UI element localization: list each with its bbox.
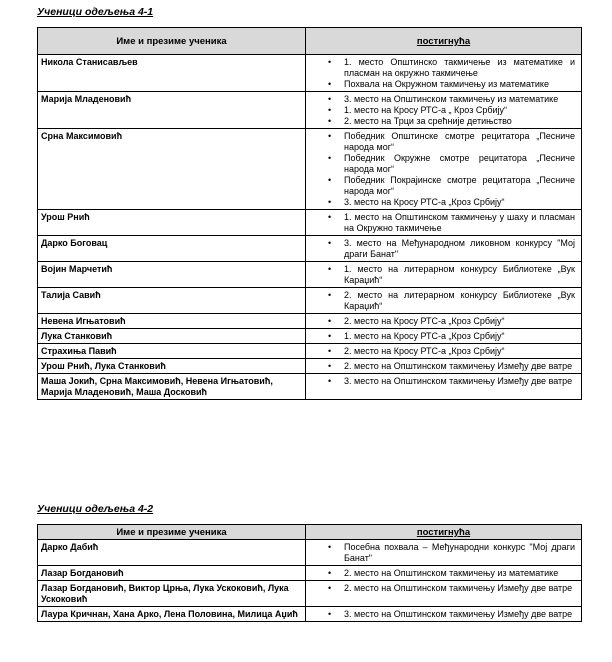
achievement-item: • 1. место на Општинском такмичењу у шаху и пласман на Окружно такмичење xyxy=(344,212,575,234)
achievement-item: • Победник Покрајинске смотре рецитатора „Песниче народа мог“ xyxy=(344,175,575,197)
student-name-cell: Лазар Богдановић xyxy=(38,566,306,581)
student-name-cell: Никола Станисављев xyxy=(38,55,306,92)
achievement-list xyxy=(306,94,575,127)
achievement-item: • 3. место на Кросу РТС-а „Кроз Србију“ xyxy=(344,197,575,208)
student-name-cell: Војин Марчетић xyxy=(38,262,306,288)
achievement-item: • 1. место на Кросу РТС-а „ Кроз Србију“ xyxy=(344,105,575,116)
student-name-cell: Урош Рнић xyxy=(38,210,306,236)
achievement-item: • 2. место на Трци за срећније детињство xyxy=(344,116,575,127)
achievement-list xyxy=(306,238,575,260)
achievement-list xyxy=(306,361,575,372)
achievement-item: • 1. место на литерарном конкурсу Библиотеке „Вук Караџић“ xyxy=(344,264,575,286)
achievements-cell xyxy=(306,262,582,288)
table-row xyxy=(38,92,582,129)
section-title-4-1: Ученици одељења 4-1 xyxy=(37,6,154,18)
table-row xyxy=(38,262,582,288)
achievement-list xyxy=(306,264,575,286)
achievements-table-4-2 xyxy=(37,524,582,622)
achievement-item: • Победник Општинске смотре рецитатора „Песниче народа мог“ xyxy=(344,131,575,153)
achievement-list xyxy=(306,568,575,579)
achievement-item: • 2. место на литерарном конкурсу Библиотеке „Вук Караџић“ xyxy=(344,290,575,312)
achievement-item: • 2. место на Општинском такмичењу из математике xyxy=(344,568,575,579)
achievements-cell xyxy=(306,129,582,210)
achievement-list xyxy=(306,609,575,620)
achievement-item: • 2. место на Општинском такмичењу Између две ватре xyxy=(344,361,575,372)
achievements-cell xyxy=(306,92,582,129)
table-header-row xyxy=(38,525,582,540)
achievement-item: • 3. место на Општинском такмичењу Између две ватре xyxy=(344,609,575,620)
achievement-item: • 3. место на Општинском такмичењу Између две ватре xyxy=(344,376,575,387)
achievement-list xyxy=(306,212,575,234)
achievement-item: • 2. место на Кросу РТС-а „Кроз Србију“ xyxy=(344,316,575,327)
table-row xyxy=(38,359,582,374)
achievements-cell xyxy=(306,288,582,314)
achievement-list xyxy=(306,57,575,90)
achievements-cell xyxy=(306,55,582,92)
student-name-cell: Лазар Богдановић, Виктор Црња, Лука Ускоковић, Лука Ускоковић xyxy=(38,581,306,607)
student-name-cell: Срна Максимовић xyxy=(38,129,306,210)
achievements-cell xyxy=(306,329,582,344)
achievement-item: • 3. место на Међународном ликовном конкурсу "Мој драги Банат" xyxy=(344,238,575,260)
student-name-cell: Маша Јокић, Срна Максимовић, Невена Игњатовић, Марија Младеновић, Маша Досковић xyxy=(38,374,306,400)
achievement-list xyxy=(306,376,575,387)
student-name-cell: Урош Рнић, Лука Станковић xyxy=(38,359,306,374)
student-name-cell: Страхиња Павић xyxy=(38,344,306,359)
section-title-4-2: Ученици одељења 4-2 xyxy=(37,503,154,515)
achievements-cell xyxy=(306,566,582,581)
table-row xyxy=(38,55,582,92)
achievements-cell xyxy=(306,236,582,262)
table-row xyxy=(38,566,582,581)
achievement-item: • Посебна похвала – Међународни конкурс "Мој драги Банат" xyxy=(344,542,575,564)
achievement-list xyxy=(306,131,575,208)
table-header-row xyxy=(38,28,582,55)
achievement-item: • 1. место на Кросу РТС-а „Кроз Србију“ xyxy=(344,331,575,342)
table-row xyxy=(38,210,582,236)
achievements-cell xyxy=(306,540,582,566)
table-row xyxy=(38,607,582,622)
achievement-item: • 2. место на Општинском такмичењу Између две ватре xyxy=(344,583,575,594)
table-row xyxy=(38,581,582,607)
achievement-list xyxy=(306,542,575,564)
achievements-cell xyxy=(306,210,582,236)
student-name-cell: Лука Станковић xyxy=(38,329,306,344)
achievements-cell xyxy=(306,607,582,622)
student-name-cell: Марија Младеновић xyxy=(38,92,306,129)
table-row xyxy=(38,314,582,329)
student-name-cell: Невена Игњатовић xyxy=(38,314,306,329)
table-row xyxy=(38,288,582,314)
achievements-cell xyxy=(306,581,582,607)
achievement-list xyxy=(306,331,575,342)
achievement-list xyxy=(306,290,575,312)
achievement-item: • Похвала на Окружном такмичењу из математике xyxy=(344,79,575,90)
table-row xyxy=(38,540,582,566)
achievement-list xyxy=(306,583,575,594)
table-row xyxy=(38,236,582,262)
table-row xyxy=(38,329,582,344)
column-header-achievements: постигнућа xyxy=(306,525,582,540)
student-name-cell: Лаура Кричнан, Хана Арко, Лена Половина, Милица Аџић xyxy=(38,607,306,622)
table-row xyxy=(38,344,582,359)
achievements-cell xyxy=(306,359,582,374)
achievements-cell xyxy=(306,374,582,400)
achievement-item: • 3. место на Општинском такмичењу из математике xyxy=(344,94,575,105)
student-name-cell: Дарко Боговац xyxy=(38,236,306,262)
achievement-item: • 1. место Општинско такмичење из математике и пласман на окружно такмичење xyxy=(344,57,575,79)
achievement-item: • Победник Окружне смотре рецитатора „Песниче народа мог“ xyxy=(344,153,575,175)
column-header-achievements: постигнућа xyxy=(306,28,582,55)
column-header-name: Име и презиме ученика xyxy=(38,28,306,55)
table-row xyxy=(38,374,582,400)
achievement-list xyxy=(306,316,575,327)
achievements-cell xyxy=(306,344,582,359)
column-header-name: Име и презиме ученика xyxy=(38,525,306,540)
achievement-list xyxy=(306,346,575,357)
achievement-item: • 2. место на Кросу РТС-а „Кроз Србију“ xyxy=(344,346,575,357)
student-name-cell: Талија Савић xyxy=(38,288,306,314)
student-name-cell: Дарко Дабић xyxy=(38,540,306,566)
achievements-table-4-1 xyxy=(37,27,582,400)
table-row xyxy=(38,129,582,210)
achievements-cell xyxy=(306,314,582,329)
